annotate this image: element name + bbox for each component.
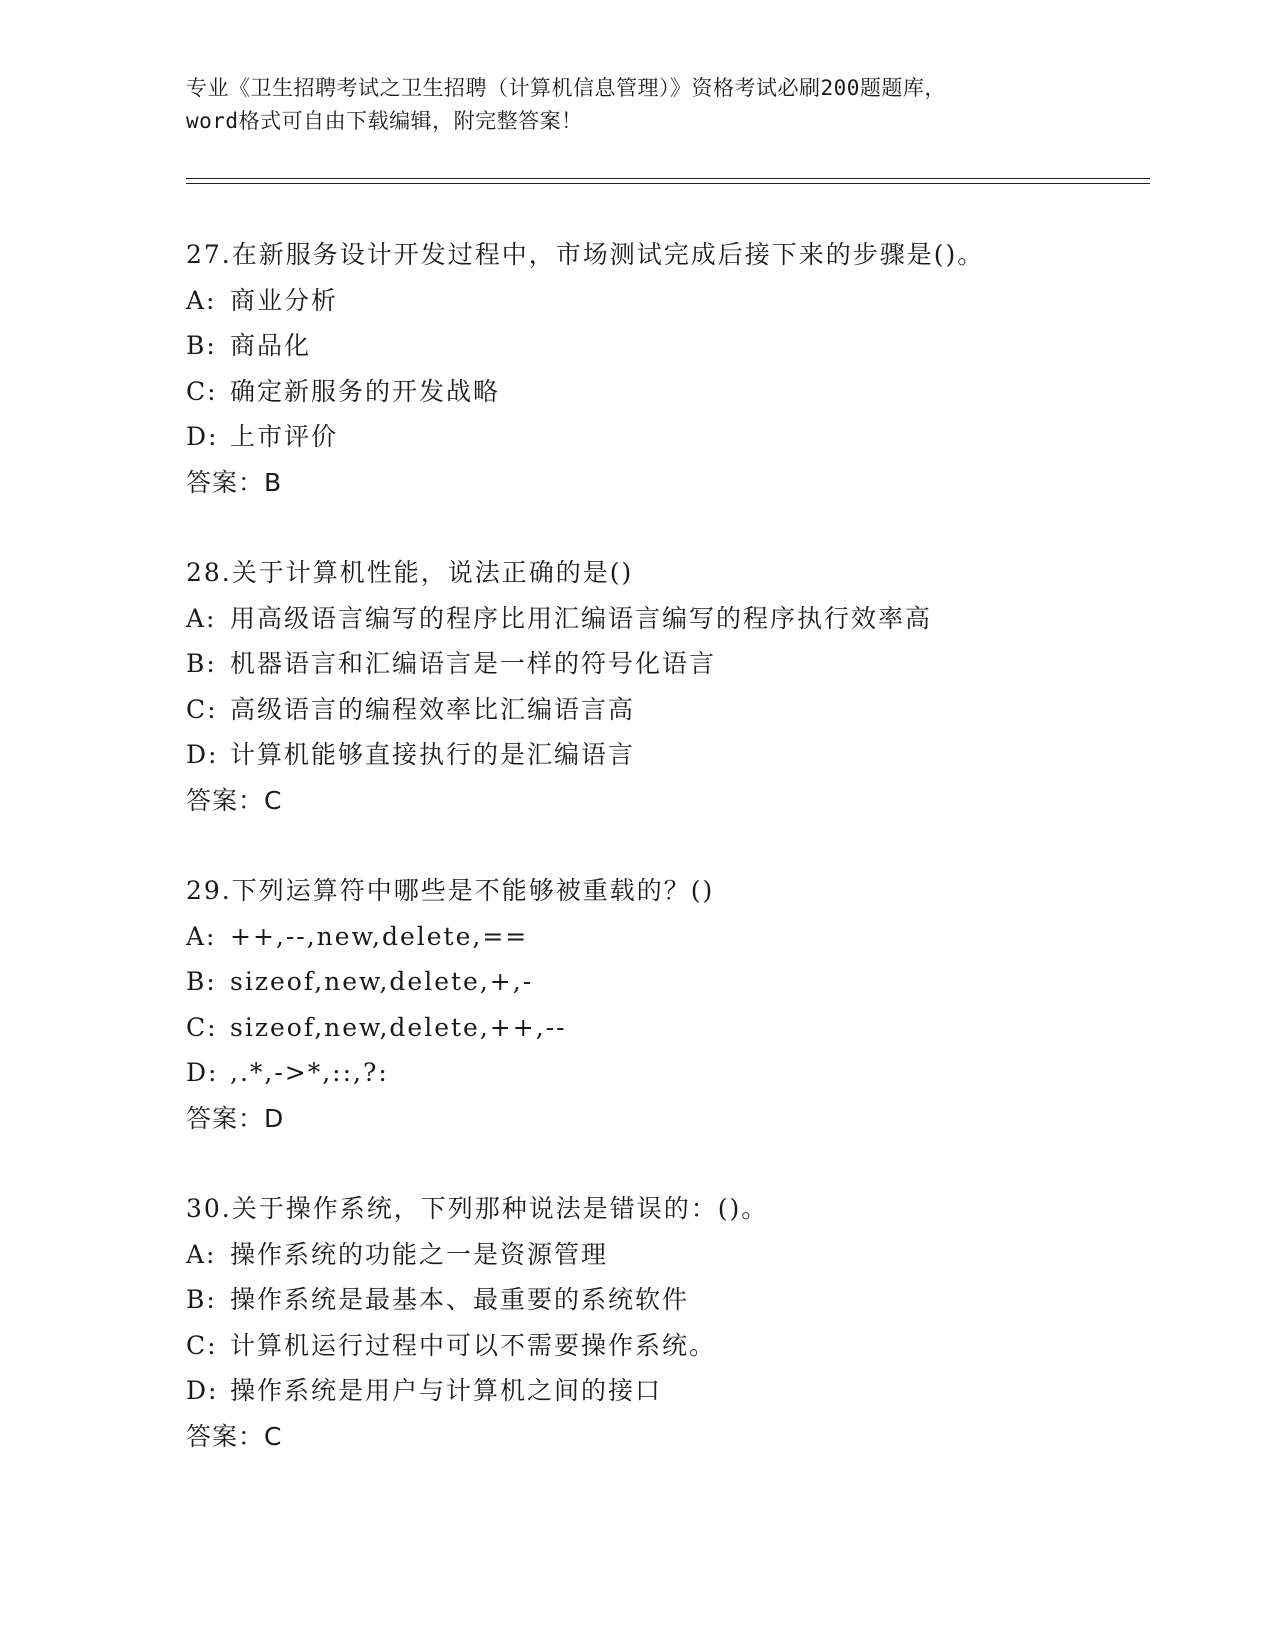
header-line-2: word格式可自由下载编辑，附完整答案！ xyxy=(186,109,583,133)
option-c xyxy=(186,1005,1146,1051)
option-c xyxy=(186,1323,1146,1369)
question-stem: 27.在新服务设计开发过程中，市场测试完成后接下来的步骤是()。 xyxy=(186,240,985,269)
option-text: 计算机能够直接执行的是汇编语言 xyxy=(230,740,636,769)
header-divider-bottom xyxy=(186,183,1150,184)
option-c xyxy=(186,369,1146,415)
option-text: ,.*,->*,::,?: xyxy=(230,1058,389,1087)
question-stem: 29.下列运算符中哪些是不能够被重载的？() xyxy=(186,876,715,905)
option-text: 计算机运行过程中可以不需要操作系统。 xyxy=(230,1330,717,1360)
option-a xyxy=(186,914,1146,960)
option-c xyxy=(186,687,1146,733)
option-text: 上市评价 xyxy=(230,422,339,451)
option-letter: D: xyxy=(186,1376,219,1405)
option-d xyxy=(186,1050,1146,1096)
option-text: sizeof,new,delete,++,-- xyxy=(230,1012,567,1042)
header-line-1: 专业《卫生招聘考试之卫生招聘（计算机信息管理）》资格考试必刷200题题库， xyxy=(186,76,946,100)
option-d xyxy=(186,732,1146,778)
question-28 xyxy=(186,550,1146,823)
question-30 xyxy=(186,1186,1146,1459)
option-letter: A: xyxy=(186,285,217,315)
question-list xyxy=(186,232,1146,1504)
option-text: 商品化 xyxy=(230,331,312,360)
option-letter: C: xyxy=(186,694,218,724)
question-27 xyxy=(186,232,1146,505)
option-letter: B: xyxy=(186,331,217,360)
question-stem: 28.关于计算机性能，说法正确的是() xyxy=(186,558,634,587)
option-b xyxy=(186,1277,1146,1323)
option-letter: D: xyxy=(186,1058,219,1087)
option-text: 确定新服务的开发战略 xyxy=(230,376,501,406)
header-divider-top xyxy=(186,178,1150,179)
answer-line: 答案：C xyxy=(186,785,283,815)
option-letter: B: xyxy=(186,967,217,996)
answer-line: 答案：B xyxy=(186,467,283,497)
option-text: 操作系统是最基本、最重要的系统软件 xyxy=(230,1285,690,1314)
option-letter: C: xyxy=(186,1012,218,1042)
option-a xyxy=(186,1232,1146,1278)
option-text: ++,--,new,delete,== xyxy=(230,921,529,951)
option-letter: C: xyxy=(186,376,218,406)
option-letter: D: xyxy=(186,740,219,769)
option-letter: A: xyxy=(186,921,217,951)
option-text: 操作系统的功能之一是资源管理 xyxy=(230,1239,609,1269)
option-letter: C: xyxy=(186,1330,218,1360)
option-b xyxy=(186,323,1146,369)
answer-line: 答案：C xyxy=(186,1421,283,1451)
question-stem: 30.关于操作系统，下列那种说法是错误的：()。 xyxy=(186,1194,769,1223)
option-letter: B: xyxy=(186,649,217,678)
option-text: 用高级语言编写的程序比用汇编语言编写的程序执行效率高 xyxy=(230,603,933,633)
option-d xyxy=(186,414,1146,460)
option-text: 操作系统是用户与计算机之间的接口 xyxy=(230,1376,663,1405)
option-b xyxy=(186,959,1146,1005)
option-text: 机器语言和汇编语言是一样的符号化语言 xyxy=(230,649,717,678)
option-d xyxy=(186,1368,1146,1414)
option-letter: B: xyxy=(186,1285,217,1314)
answer-line: 答案：D xyxy=(186,1103,285,1133)
question-29 xyxy=(186,868,1146,1141)
document-header xyxy=(186,72,1106,138)
option-text: sizeof,new,delete,+,- xyxy=(230,967,534,996)
option-a xyxy=(186,278,1146,324)
option-letter: A: xyxy=(186,1239,217,1269)
option-letter: D: xyxy=(186,422,219,451)
option-text: 商业分析 xyxy=(230,285,339,315)
option-b xyxy=(186,641,1146,687)
option-letter: A: xyxy=(186,603,217,633)
option-a xyxy=(186,596,1146,642)
option-text: 高级语言的编程效率比汇编语言高 xyxy=(230,694,636,724)
